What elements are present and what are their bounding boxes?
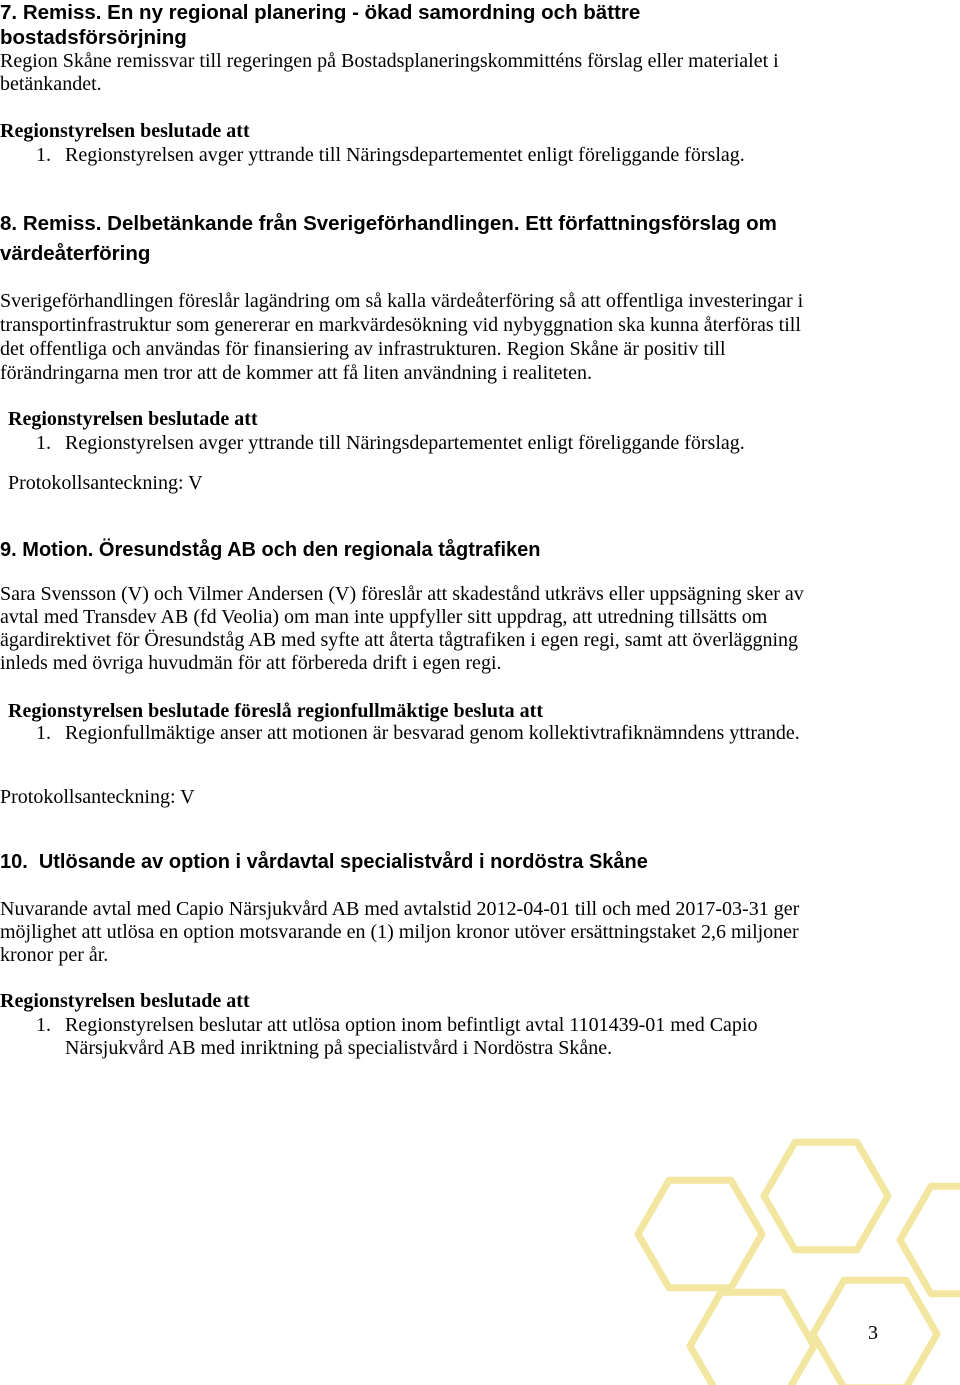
decision-item: [0, 144, 745, 167]
description-line: förändringarna men tror att de kommer att få liten användning i realiteten.: [0, 362, 592, 384]
description-line: kronor per år.: [0, 944, 109, 966]
section-heading: [0, 0, 640, 50]
description-line: betänkandet.: [0, 73, 102, 95]
decision-item: [0, 432, 745, 455]
section-number: 8.: [0, 212, 18, 235]
description-line: det offentliga och användas för finansiering av infrastrukturen. Region Skåne är positiv till: [0, 338, 726, 360]
section-description: [0, 50, 779, 96]
section-heading: [0, 850, 648, 875]
protocol-note: Protokollsanteckning: V: [0, 786, 195, 808]
section-heading: [0, 538, 540, 563]
decision-text-line: Regionstyrelsen avger yttrande till Näringsdepartementet enligt föreliggande förslag.: [65, 432, 745, 454]
decision-text: [65, 1014, 757, 1060]
decision-text: [65, 144, 745, 167]
hexagon-decoration: [620, 1130, 960, 1385]
decision-number: 1.: [36, 432, 51, 454]
decision-text: [65, 722, 800, 745]
protocol-note: Protokollsanteckning: V: [8, 472, 203, 494]
section-number: 7.: [0, 1, 18, 24]
description-line: möjlighet att utlösa en option motsvarande en (1) miljon kronor utöver ersättningstaket 2,6 miljoner: [0, 921, 799, 943]
section-description: [0, 898, 799, 967]
section-title: Remiss. Delbetänkande från Sverigeförhandlingen. Ett författningsförslag om: [22, 212, 777, 235]
decision-item: [0, 722, 800, 745]
section-title-line: bostadsförsörjning: [0, 26, 187, 49]
section-title: Motion. Öresundståg AB och den regionala tågtrafiken: [22, 539, 541, 561]
decision-text-line: Regionstyrelsen beslutar att utlösa option inom befintligt avtal 1101439-01 med Capio: [65, 1014, 758, 1036]
decision-number: 1.: [36, 1014, 51, 1036]
decision-text-line: Närsjukvård AB med inriktning på specialistvård i Nordöstra Skåne.: [65, 1037, 613, 1059]
decision-text-line: Regionfullmäktige anser att motionen är besvarad genom kollektivtrafiknämndens yttrande.: [65, 722, 800, 744]
section-number: 9.: [0, 539, 17, 561]
description-line: inleds med övriga huvudmän för att förbereda drift i egen regi.: [0, 652, 502, 674]
section-title-line: [0, 850, 648, 875]
decision-label: Regionstyrelsen beslutade att: [0, 990, 250, 1012]
decision-label: Regionstyrelsen beslutade föreslå regionfullmäktige besluta att: [8, 700, 543, 722]
decision-label: Regionstyrelsen beslutade att: [0, 120, 250, 142]
decision-text: [65, 432, 745, 455]
description-line: avtal med Transdev AB (fd Veolia) om man inte uppfyller sitt uppdrag, att utredning tillsätts om: [0, 606, 768, 628]
section-title-line: [0, 209, 777, 239]
description-line: Sverigeförhandlingen föreslår lagändring om så kalla värdeåterföring så att offentliga investeringar i: [0, 290, 804, 312]
hexagon-shape: [690, 1292, 814, 1385]
description-line: Nuvarande avtal med Capio Närsjukvård AB med avtalstid 2012-04-01 till och med 2017-03-31 ger: [0, 898, 800, 920]
section-title-line: [0, 0, 640, 25]
decision-item: [0, 1014, 758, 1060]
decision-label: Regionstyrelsen beslutade att: [8, 408, 258, 430]
description-line: Sara Svensson (V) och Vilmer Andersen (V) föreslår att skadestånd utkrävs eller uppsägning sker av: [0, 583, 804, 605]
decision-text-line: Regionstyrelsen avger yttrande till Näringsdepartementet enligt föreliggande förslag.: [65, 144, 745, 166]
section-title-line: [0, 538, 540, 563]
description-line: transportinfrastruktur som genererar en markvärdesökning vid nybyggnation ska kunna återföras till: [0, 314, 801, 336]
section-title-line: värdeåterföring: [0, 242, 151, 265]
hexagon-shape: [900, 1186, 960, 1293]
page-number: 3: [868, 1322, 878, 1344]
section-description: [0, 289, 803, 385]
hexagon-shape: [764, 1142, 888, 1249]
section-title: Remiss. En ny regional planering - ökad samordning och bättre: [22, 1, 641, 24]
decision-number: 1.: [36, 144, 51, 166]
section-number: 10.: [0, 851, 28, 873]
section-title: Utlösande av option i vårdavtal specialistvård i nordöstra Skåne: [38, 851, 648, 873]
description-line: Region Skåne remissvar till regeringen på Bostadsplaneringskommitténs förslag eller materialet i: [0, 50, 779, 72]
hexagon-shape: [638, 1180, 762, 1287]
description-line: ägardirektivet för Öresundståg AB med syfte att återta tågtrafiken i egen regi, samt att överläggning: [0, 629, 799, 651]
section-heading: [0, 209, 777, 269]
section-description: [0, 583, 804, 675]
decision-number: 1.: [36, 722, 51, 744]
